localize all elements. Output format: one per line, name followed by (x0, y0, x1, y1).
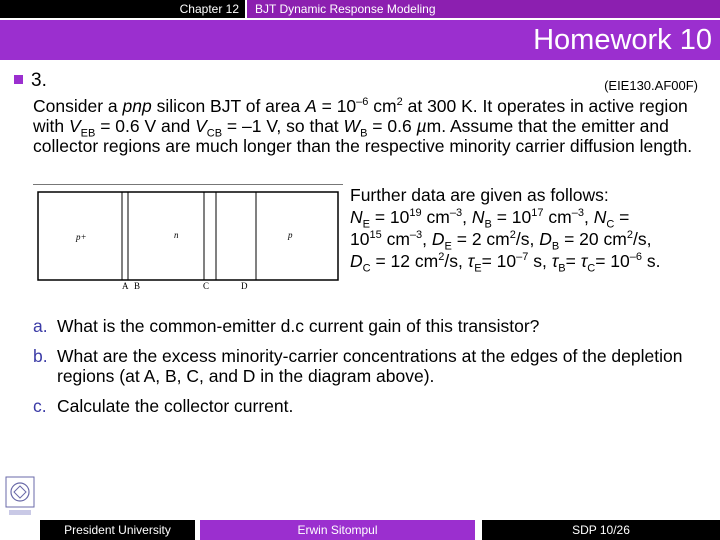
problem-statement: Consider a pnp silicon BJT of area $A = 10^{-6}$ $cm^2$ at 300 K. It operates in active region with $V_{EB} = 0.6$ V and $V_{CB} = -1$ V, so that $W_B = 0.6$ µm. Assume that the emitter and collector regions are much longer than the respective minority carrier diffusion length. (33, 96, 693, 156)
bullet-icon (14, 75, 23, 84)
question-item (33, 316, 703, 336)
point-label: C (203, 281, 210, 290)
question-text: Calculate the collector current. (57, 396, 294, 416)
bjt-diagram (36, 190, 342, 290)
problem-code: (EIE130.AF00F) (604, 78, 698, 93)
footer-bar (0, 520, 720, 540)
point-label: D (241, 281, 248, 290)
point-label: B (134, 281, 141, 290)
footer-university: President University (40, 520, 195, 540)
footer-author: Erwin Sitompul (200, 520, 475, 540)
problem-number: 3. (14, 70, 47, 92)
question-text: What is the common-emitter d.c current gain of this transistor? (57, 316, 540, 336)
question-item (33, 346, 703, 386)
question-label: a. (33, 316, 48, 336)
footer-slide-number: SDP 10/26 (482, 520, 720, 540)
divider (33, 184, 343, 185)
page-title: Homework 10 (533, 24, 712, 56)
subject-label: BJT Dynamic Response Modeling (247, 0, 720, 18)
point-label: A (122, 281, 129, 290)
university-logo-icon (5, 476, 35, 518)
region-label: n (174, 230, 179, 240)
further-data: Further data are given as follows: $N_E = 10^{19}$ $cm^{-3}$, $N_B = 10^{17}$ $cm^{-3}$, $N_C$ = $10^{15}$ $cm^{-3}$, $D_E = 2$ $cm^2/s$, $D_B = 20$ $cm^2/s$, $D_C = 12$ $cm^2/s$, $\tau_E= 10^{-7}$ s, $\tau_B= \tau_C= 10^{-6}$ s. (350, 185, 661, 275)
questions-list (33, 316, 703, 426)
region-label: p+ (76, 232, 87, 242)
question-label: b. (33, 346, 48, 366)
region-label: p (288, 230, 293, 240)
question-text: What are the excess minority-carrier concentrations at the edges of the depletion regions (at A, B, C, and D in the diagram above). (57, 346, 683, 386)
top-bar (0, 0, 720, 18)
chapter-label: Chapter 12 (0, 0, 245, 18)
question-label: c. (33, 396, 47, 416)
question-item (33, 396, 703, 416)
